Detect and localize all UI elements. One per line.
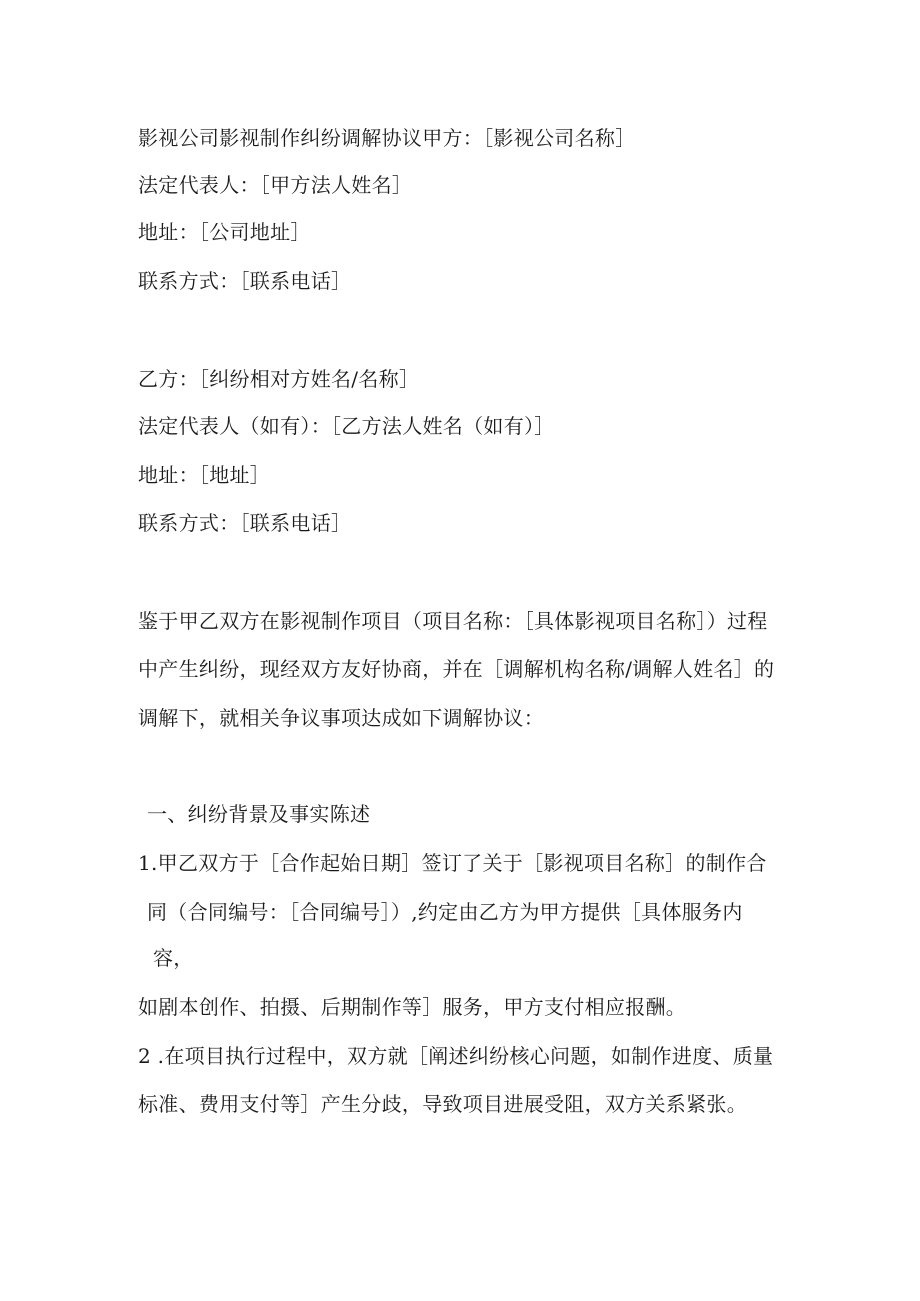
preamble-line: 鉴于甲乙双方在影视制作项目（项目名称：［具体影视项目名称］）过程 <box>138 609 768 633</box>
preamble-line: 中产生纠纷，现经双方友好协商，并在［调解机构名称/调解人姓名］的 <box>138 657 775 681</box>
party-b-address: 地址：［地址］ <box>138 463 271 487</box>
item1-line: 容， <box>153 946 194 970</box>
item1-line: 同（合同编号：［合同编号］）,约定由乙方为甲方提供［具体服务内 <box>147 900 743 924</box>
party-a-contact: 联系方式：［联系电话］ <box>138 269 352 293</box>
party-a-address: 地址：［公司地址］ <box>138 220 311 244</box>
item2-line: 2 .在项目执行过程中，双方就［阐述纠纷核心问题，如制作进度、质量 <box>138 1044 774 1068</box>
party-a-representative: 法定代表人：［甲方法人姓名］ <box>138 173 413 197</box>
title-line: 影视公司影视制作纠纷调解协议甲方：［影视公司名称］ <box>138 126 636 150</box>
party-b-name: 乙方：［纠纷相对方姓名/名称］ <box>138 367 420 391</box>
item1-line: 1.甲乙双方于［合作起始日期］签订了关于［影视项目名称］的制作合 <box>138 851 767 875</box>
party-b-representative: 法定代表人（如有）：［乙方法人姓名（如有）］ <box>138 414 555 438</box>
item2-line: 标准、费用支付等］产生分歧，导致项目进展受阻，双方关系紧张。 <box>138 1092 747 1116</box>
item1-line: 如剧本创作、拍摄、后期制作等］服务，甲方支付相应报酬。 <box>138 995 687 1019</box>
preamble-line: 调解下，就相关争议事项达成如下调解协议： <box>138 706 544 730</box>
section-heading: 一、纠纷背景及事实陈述 <box>147 802 371 826</box>
party-b-contact: 联系方式：［联系电话］ <box>138 511 352 535</box>
